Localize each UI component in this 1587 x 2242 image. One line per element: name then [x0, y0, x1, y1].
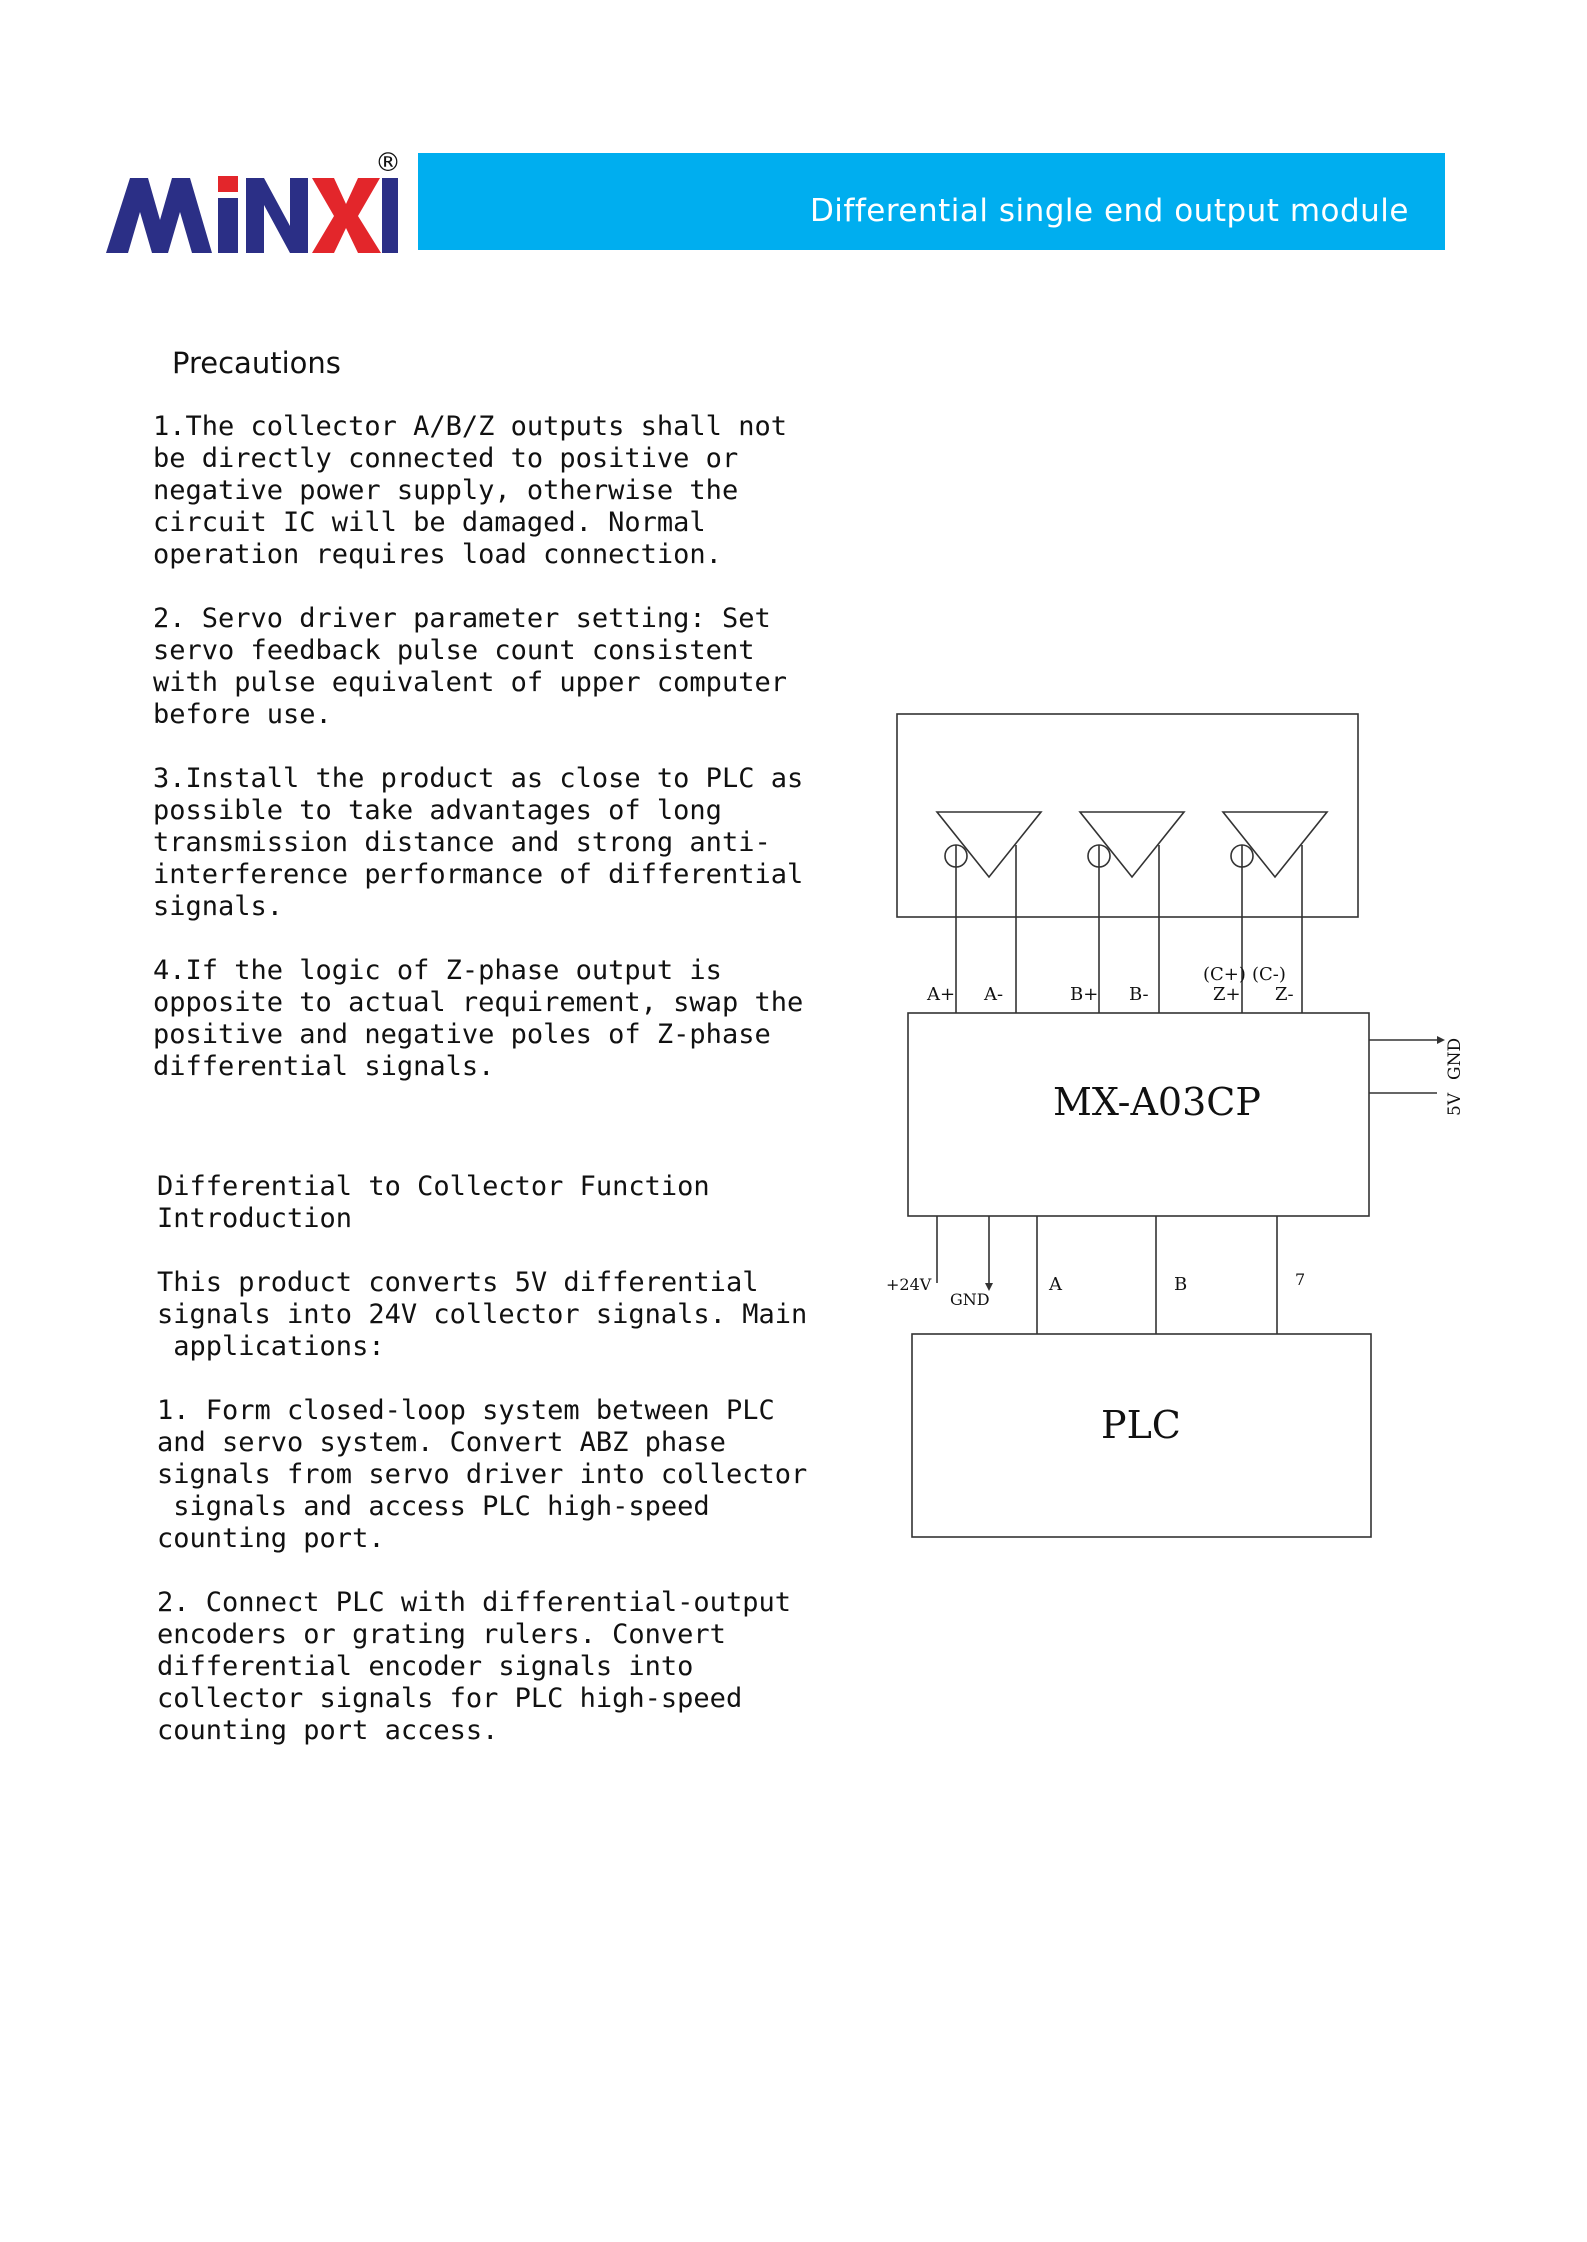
precaution-item: 1.The collector A/B/Z outputs shall not be directly connected to positive or negative power supply, otherwise the circuit IC will be damaged. Normal operation requires load connection.	[153, 411, 787, 570]
pin-label-a-plus: A+	[927, 984, 956, 1005]
bottom-pin-7: 7	[1295, 1270, 1306, 1289]
bottom-pin-gnd: GND	[950, 1290, 990, 1309]
module-label: MX-A03CP	[1053, 1080, 1261, 1124]
encoder-box	[897, 714, 1358, 917]
pin-label-z-minus: Z-	[1275, 984, 1294, 1005]
precaution-item: 4.If the logic of Z-phase output is opposite to actual requirement, swap the positive and negative poles of Z-phase differential signals.	[153, 955, 804, 1082]
page-title: Differential single end output module	[809, 193, 1409, 229]
pin-label-b-plus: B+	[1070, 984, 1099, 1005]
precautions-list	[153, 411, 833, 1115]
pin-label-c-minus: (C-)	[1252, 964, 1286, 985]
wiring-diagram	[880, 700, 1480, 1580]
introduction-item: 1. Form closed-loop system between PLC and servo system. Convert ABZ phase signals from servo driver into collector signals and access PLC high-speed counting port.	[157, 1395, 808, 1554]
registered-mark: ®	[375, 148, 401, 178]
precaution-item: 3.Install the product as close to PLC as possible to take advantages of long transmission distance and strong anti- interference performance of differential signals.	[153, 763, 804, 922]
pin-label-b-minus: B-	[1129, 984, 1149, 1005]
side-pin-gnd: GND	[1445, 1037, 1465, 1080]
bottom-pin-24v: +24V	[886, 1275, 932, 1294]
introduction-heading: Differential to Collector Function Introduction	[157, 1171, 710, 1234]
plc-label: PLC	[1101, 1403, 1181, 1447]
pin-label-z-plus: Z+	[1213, 984, 1241, 1005]
introduction-section	[157, 1171, 837, 1779]
minxi-logo	[100, 150, 400, 270]
precaution-item: 2. Servo driver parameter setting: Set servo feedback pulse count consistent with pulse equivalent of upper computer before use.	[153, 603, 787, 730]
precautions-heading: Precautions	[172, 346, 341, 380]
introduction-item: 2. Connect PLC with differential-output encoders or grating rulers. Convert differential encoder signals into collector signals for PLC high-speed counting port access.	[157, 1587, 791, 1746]
bottom-pin-a: A	[1049, 1274, 1062, 1295]
pin-label-c-plus: (C+)	[1203, 964, 1246, 985]
header-banner	[418, 153, 1445, 250]
pin-label-a-minus: A-	[984, 984, 1004, 1005]
introduction-summary: This product converts 5V differential signals into 24V collector signals. Main applications:	[157, 1267, 808, 1362]
side-pin-5v: 5V	[1445, 1092, 1465, 1116]
bottom-pin-b: B	[1174, 1274, 1188, 1295]
